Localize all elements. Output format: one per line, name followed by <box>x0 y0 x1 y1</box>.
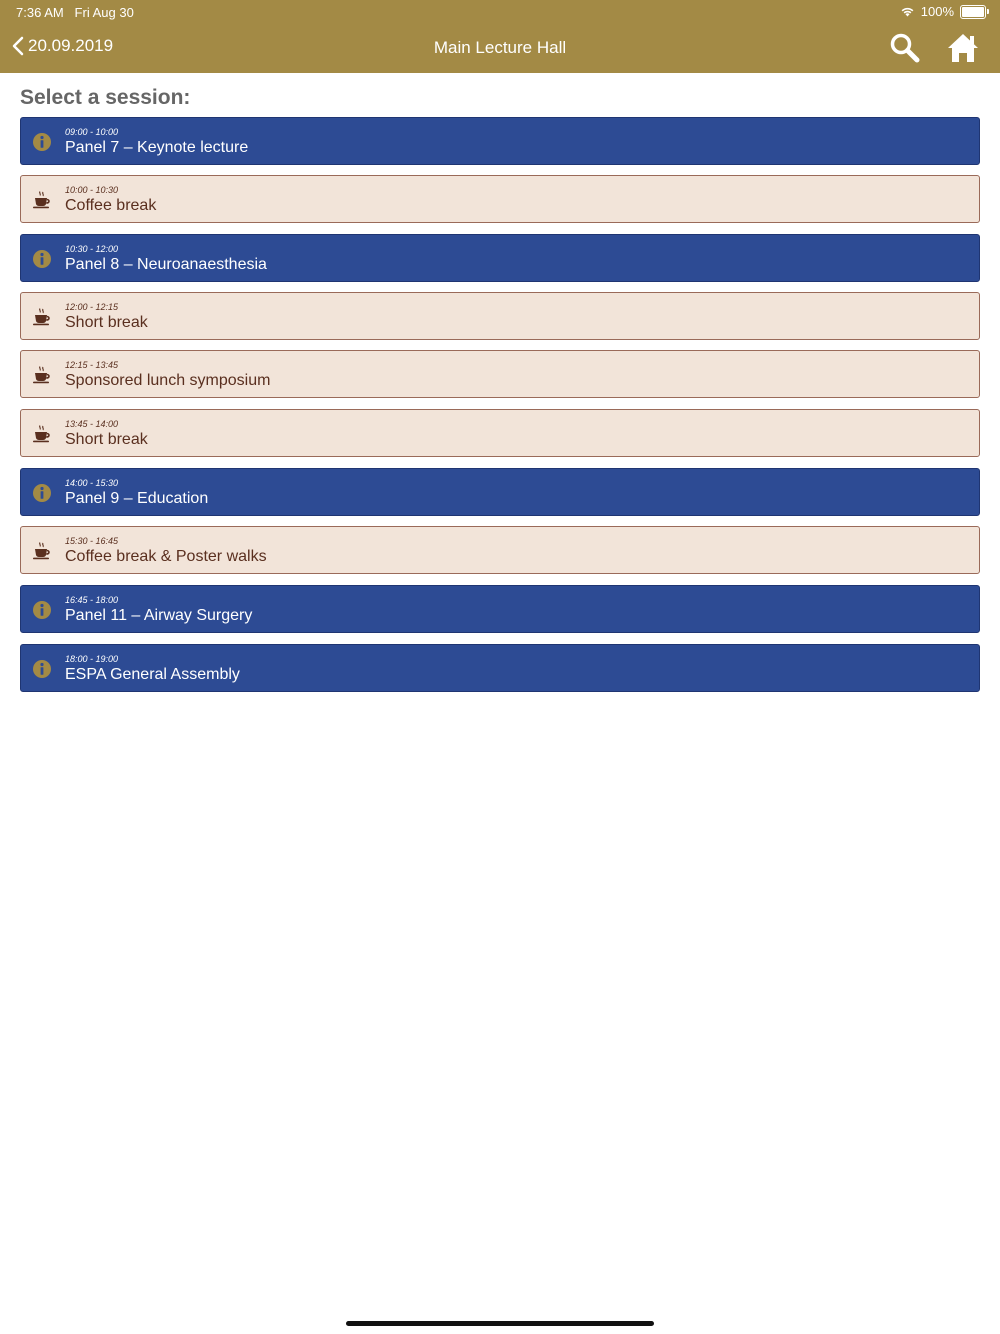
status-bar <box>0 0 1000 24</box>
session-time: 16:45 - 18:00 <box>65 595 119 605</box>
session-title: ESPA General Assembly <box>65 666 240 683</box>
session-time: 10:00 - 10:30 <box>65 185 119 195</box>
session-row[interactable] <box>20 526 980 574</box>
session-row[interactable] <box>20 117 980 165</box>
home-indicator[interactable] <box>346 1321 654 1326</box>
coffee-cup-icon <box>32 190 52 210</box>
session-title: Panel 8 – Neuroanaesthesia <box>65 256 267 273</box>
session-row[interactable] <box>20 585 980 633</box>
coffee-cup-icon <box>32 541 52 561</box>
session-title: Short break <box>65 314 148 331</box>
session-title: Short break <box>65 431 148 448</box>
coffee-cup-icon <box>32 307 52 327</box>
session-time: 15:30 - 16:45 <box>65 536 119 546</box>
coffee-cup-icon <box>32 424 52 444</box>
back-button-label: 20.09.2019 <box>28 36 114 55</box>
info-icon <box>32 132 52 152</box>
session-row[interactable] <box>20 644 980 692</box>
info-icon <box>32 249 52 269</box>
section-heading: Select a session: <box>20 86 191 109</box>
home-icon[interactable] <box>946 31 980 65</box>
session-title: Coffee break <box>65 197 157 214</box>
nav-actions <box>888 31 980 65</box>
status-time <box>16 5 134 20</box>
session-row[interactable] <box>20 468 980 516</box>
status-indicators <box>900 4 986 19</box>
session-title: Panel 9 – Education <box>65 490 209 507</box>
battery-fill <box>962 7 984 17</box>
header-bar <box>0 0 1000 73</box>
session-time: 12:00 - 12:15 <box>65 302 119 312</box>
status-clock: 7:36 AM <box>16 5 64 20</box>
session-row[interactable] <box>20 292 980 340</box>
coffee-cup-icon <box>32 365 52 385</box>
search-icon[interactable] <box>888 31 922 65</box>
session-title: Coffee break & Poster walks <box>65 548 267 565</box>
session-time: 12:15 - 13:45 <box>65 360 119 370</box>
session-time: 10:30 - 12:00 <box>65 244 119 254</box>
status-date: Fri Aug 30 <box>74 5 134 20</box>
info-icon <box>32 600 52 620</box>
info-icon <box>32 659 52 679</box>
session-row[interactable] <box>20 175 980 223</box>
session-row[interactable] <box>20 350 980 398</box>
session-row[interactable] <box>20 409 980 457</box>
session-title: Panel 7 – Keynote lecture <box>65 139 249 156</box>
session-time: 18:00 - 19:00 <box>65 654 119 664</box>
battery-icon <box>960 5 986 19</box>
session-title: Sponsored lunch symposium <box>65 372 271 389</box>
session-time: 14:00 - 15:30 <box>65 478 119 488</box>
info-icon <box>32 483 52 503</box>
battery-percent: 100% <box>920 4 954 19</box>
session-time: 13:45 - 14:00 <box>65 419 119 429</box>
page-title: Main Lecture Hall <box>433 38 567 57</box>
wifi-icon <box>900 6 915 17</box>
session-time: 09:00 - 10:00 <box>65 127 119 137</box>
session-title: Panel 11 – Airway Surgery <box>65 607 253 624</box>
session-row[interactable] <box>20 234 980 282</box>
